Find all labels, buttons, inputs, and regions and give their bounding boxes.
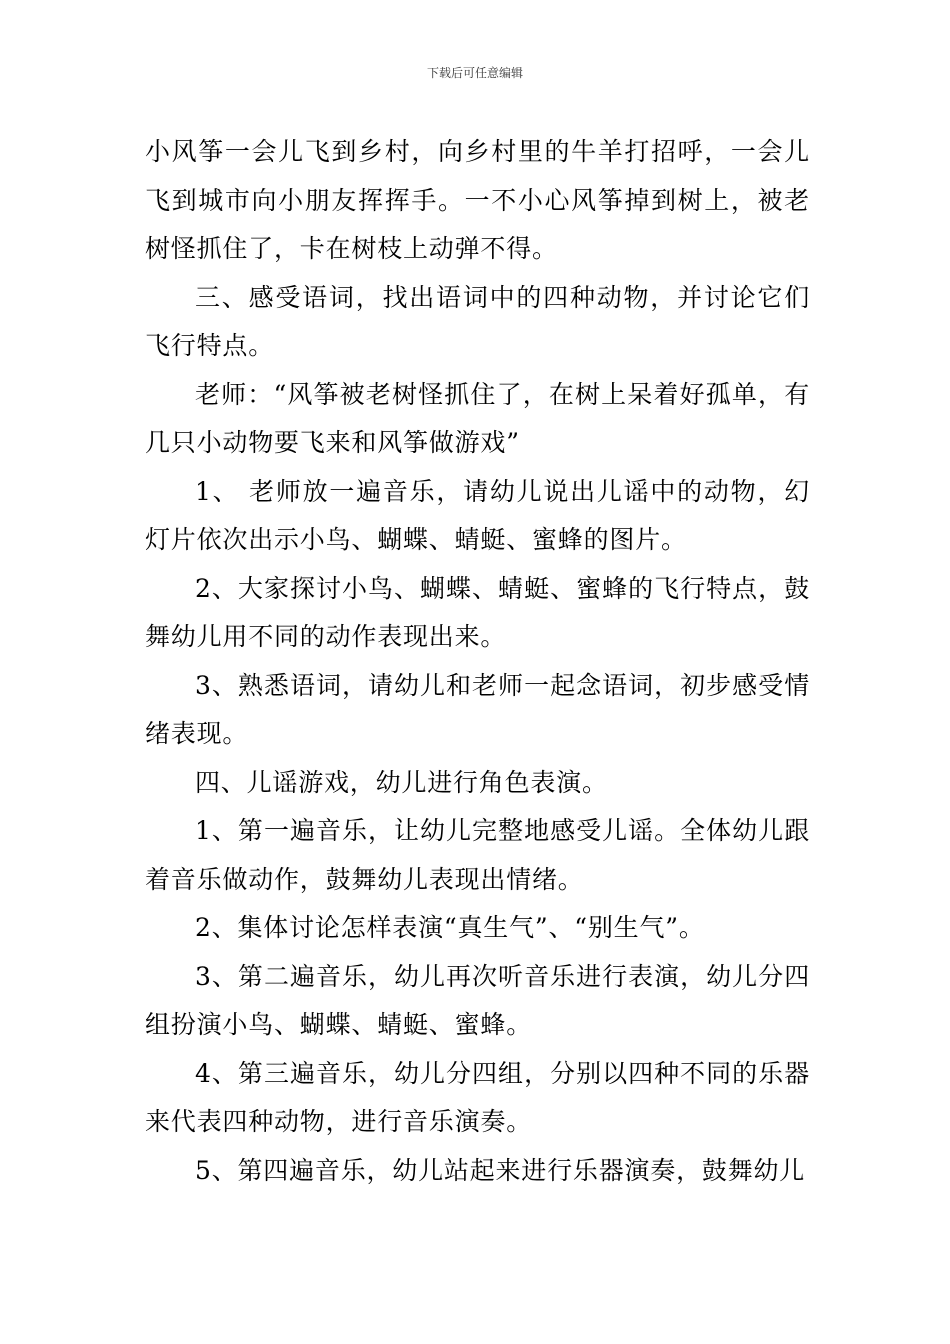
list-item: 1、 老师放一遍音乐，请幼儿说出儿谣中的动物，幻灯片依次出示小鸟、蝴蝶、蜻蜓、蜜蜂的图片。 <box>145 476 810 554</box>
list-item: 1、第一遍音乐，让幼儿完整地感受儿谣。全体幼儿跟着音乐做动作，鼓舞幼儿表现出情绪。 <box>145 816 810 894</box>
list-item: 3、熟悉语词，请幼儿和老师一起念语词，初步感受情绪表现。 <box>145 670 810 748</box>
section-heading-4: 四、儿谣游戏，幼儿进行角色表演。 <box>195 767 608 797</box>
list-item: 5、第四遍音乐，幼儿站起来进行乐器演奏，鼓舞幼儿 <box>195 1155 806 1185</box>
page-header: 下载后可任意编辑 <box>426 66 523 80</box>
document-body <box>145 128 810 1195</box>
section-heading-3: 三、感受语词，找出语词中的四种动物，并讨论它们飞行特点。 <box>145 282 810 360</box>
list-item: 2、大家探讨小鸟、蝴蝶、蜻蜓、蜜蜂的飞行特点，鼓舞幼儿用不同的动作表现出来。 <box>145 573 810 651</box>
teacher-quote: 老师：“风筝被老树怪抓住了，在树上呆着好孤单，有几只小动物要飞来和风筝做游戏” <box>145 379 810 457</box>
list-item: 3、第二遍音乐，幼儿再次听音乐进行表演，幼儿分四组扮演小鸟、蝴蝶、蜻蜓、蜜蜂。 <box>145 961 810 1039</box>
paragraph: 小风筝一会儿飞到乡村，向乡村里的牛羊打招呼，一会儿飞到城市向小朋友挥挥手。一不小心风筝掉到树上，被老树怪抓住了，卡在树枝上动弹不得。 <box>145 137 810 263</box>
list-item: 4、第三遍音乐，幼儿分四组，分别以四种不同的乐器来代表四种动物，进行音乐演奏。 <box>145 1058 810 1136</box>
list-item: 2、集体讨论怎样表演“真生气”、“别生气”。 <box>195 913 705 942</box>
